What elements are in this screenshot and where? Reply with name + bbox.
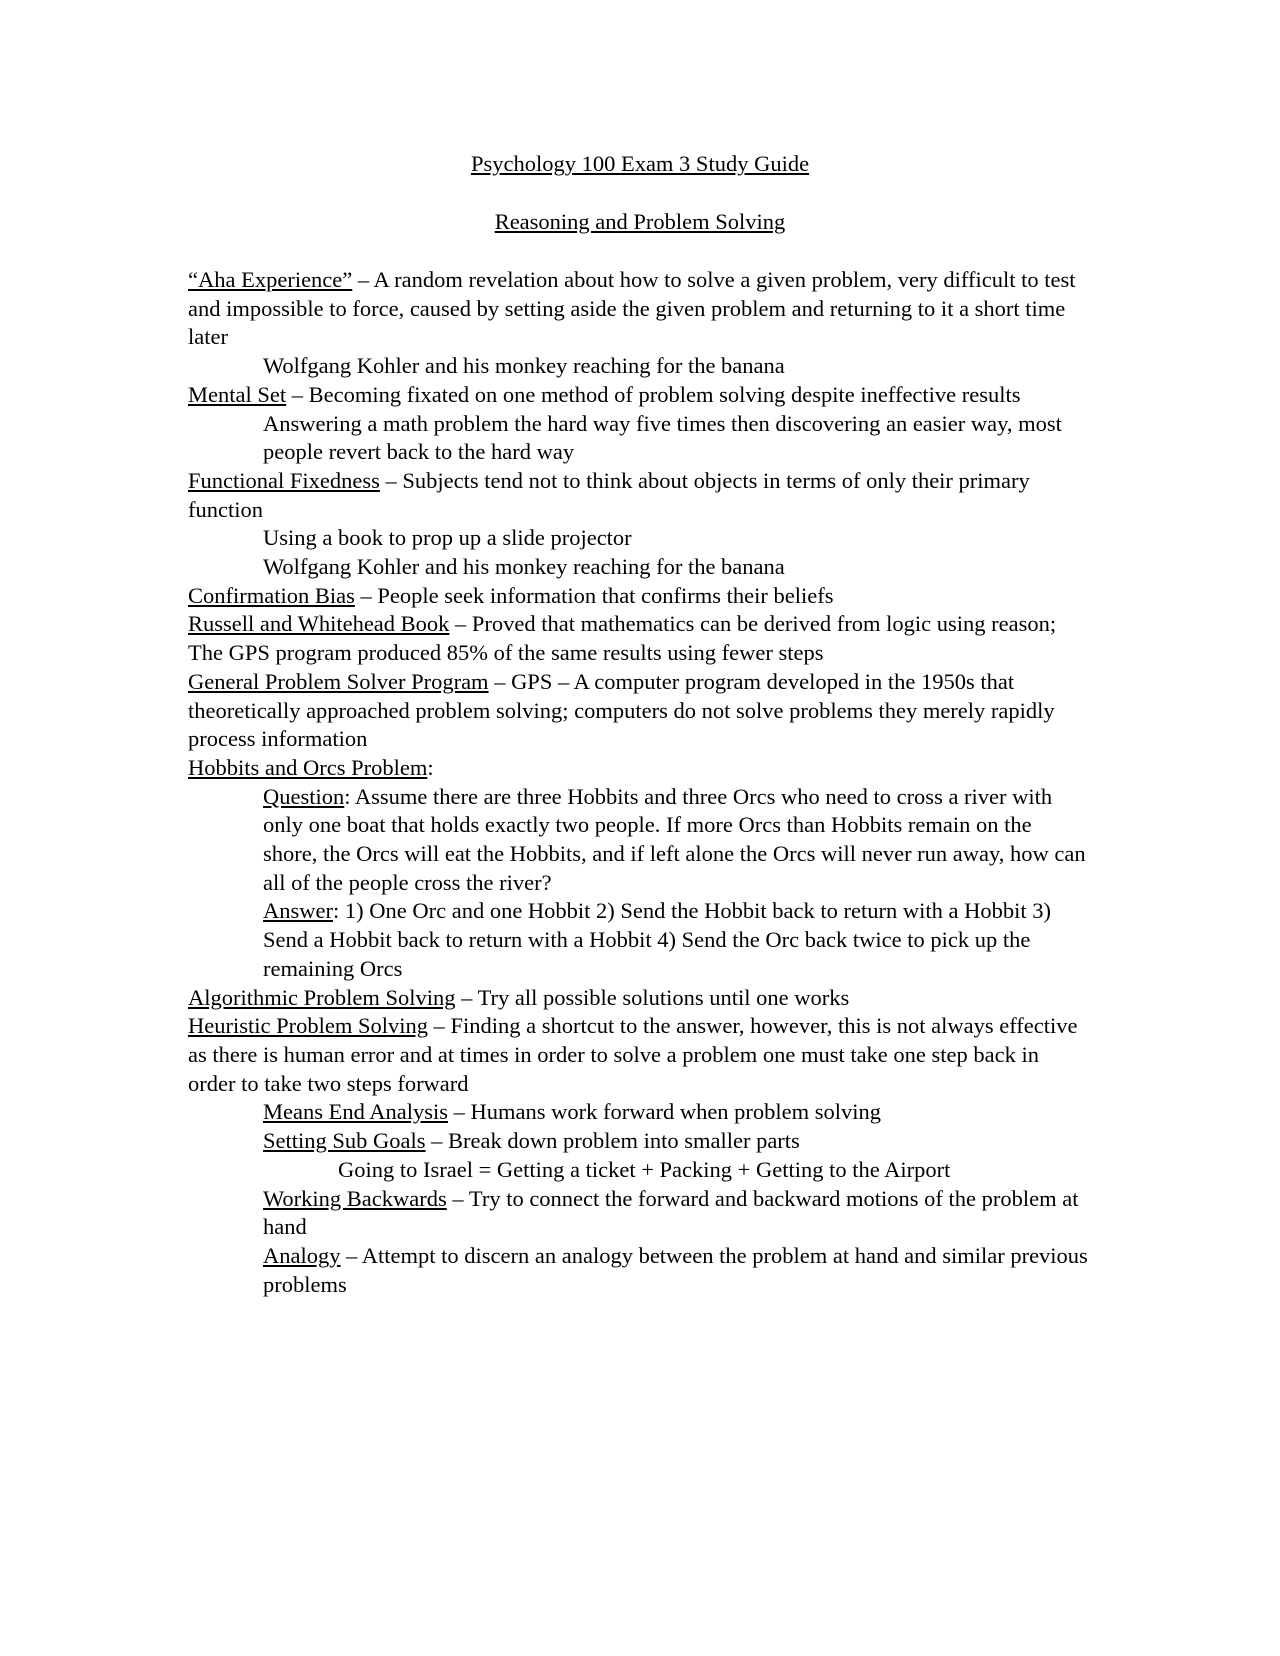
separator: – — [340, 1242, 362, 1268]
entry-analogy — [188, 1242, 1088, 1299]
separator: – — [354, 582, 378, 608]
definition: Becoming fixated on one method of problem solving despite ineffective results — [308, 381, 1021, 407]
definition: Subjects tend not to think about objects in terms of only their primary function — [188, 467, 1030, 522]
term: Russell and Whitehead Book — [188, 611, 450, 637]
entry-russell-whitehead — [188, 610, 1088, 667]
term: Working Backwards — [263, 1185, 447, 1211]
separator: – — [446, 1185, 469, 1211]
separator: – — [488, 668, 512, 694]
hobbits-question — [188, 783, 1088, 898]
separator: – — [352, 267, 374, 292]
term: Answer — [263, 898, 333, 924]
document-title — [0, 150, 1280, 179]
definition: Assume there are three Hobbits and three Orcs who need to cross a river with only one boat that holds exactly two people. If more Orcs than Hobbits remain on the shore, the Orcs will eat the Hobbits, and if left alone the Orcs will never run away, how can all of the people cross the river? — [263, 783, 1086, 895]
definition: Break down problem into smaller parts — [448, 1128, 800, 1154]
entry-heuristic — [188, 1012, 1088, 1098]
separator: – — [379, 467, 403, 493]
separator: : — [427, 754, 434, 780]
example-text: Going to Israel = Getting a ticket + Packing + Getting to the Airport — [338, 1156, 951, 1182]
section-heading-text: Reasoning and Problem Solving — [494, 209, 786, 234]
term: Setting Sub Goals — [263, 1128, 426, 1154]
study-guide-body — [188, 266, 1088, 1299]
term: General Problem Solver Program — [188, 668, 489, 694]
entry-confirmation-bias — [188, 582, 1088, 611]
term: Mental Set — [188, 381, 287, 407]
definition: Attempt to discern an analogy between the problem at hand and similar previous problems — [263, 1242, 1088, 1297]
definition: Humans work forward when problem solving — [470, 1099, 882, 1125]
term: Heuristic Problem Solving — [188, 1013, 428, 1039]
entry-algorithmic — [188, 984, 1088, 1013]
example-text: Answering a math problem the hard way five times then discovering an easier way, most people revert back to the hard way — [263, 410, 1062, 465]
example-text: Wolfgang Kohler and his monkey reaching for the banana — [263, 353, 785, 379]
separator: – — [428, 1013, 451, 1039]
example-kohler-monkey — [188, 352, 1088, 381]
entry-hobbits-orcs — [188, 754, 1088, 783]
example-israel — [188, 1156, 1088, 1185]
term: “Aha Experience” — [188, 267, 353, 292]
hobbits-answer — [188, 897, 1088, 983]
entry-functional-fixedness — [188, 467, 1088, 524]
term: Question — [263, 783, 345, 809]
entry-working-backwards — [188, 1185, 1088, 1242]
term: Functional Fixedness — [188, 467, 380, 493]
definition: GPS – A computer program developed in the 1950s that theoretically approached problem solving; computers do not solve problems they merely rapidly process information — [188, 668, 1055, 752]
section-heading — [0, 208, 1280, 237]
term: Analogy — [263, 1242, 341, 1268]
term: Confirmation Bias — [188, 582, 355, 608]
separator: – — [449, 611, 472, 637]
term: Algorithmic Problem Solving — [188, 984, 456, 1010]
separator: – — [455, 984, 478, 1010]
example-book-projector — [188, 524, 1088, 553]
definition: Proved that mathematics can be derived from logic using reason; The GPS program produced 85% of the same results using fewer steps — [188, 611, 1057, 666]
definition: Try all possible solutions until one works — [477, 984, 850, 1010]
definition: A random revelation about how to solve a given problem, very difficult to test and impossible to force, caused by setting aside the given problem and returning to it a short time later — [188, 267, 1076, 350]
entry-sub-goals — [188, 1127, 1088, 1156]
entry-means-end — [188, 1098, 1088, 1127]
separator: – — [286, 381, 309, 407]
separator: – — [425, 1128, 449, 1154]
document-title-text: Psychology 100 Exam 3 Study Guide — [470, 151, 810, 176]
example-text: Wolfgang Kohler and his monkey reaching for the banana — [263, 554, 785, 580]
definition: People seek information that confirms their beliefs — [377, 582, 834, 608]
term: Hobbits and Orcs Problem — [188, 754, 428, 780]
example-math-problem — [188, 410, 1088, 467]
separator: : — [344, 783, 355, 809]
example-text: Using a book to prop up a slide projector — [263, 525, 632, 551]
separator: : — [332, 898, 345, 924]
definition: Try to connect the forward and backward motions of the problem at hand — [263, 1185, 1079, 1240]
term: Means End Analysis — [263, 1099, 448, 1125]
entry-mental-set — [188, 381, 1088, 410]
definition: 1) One Orc and one Hobbit 2) Send the Hobbit back to return with a Hobbit 3) Send a Hobbit back to return with a Hobbit 4) Send the Orc back twice to pick up the remaining Orcs — [263, 898, 1051, 981]
example-kohler-monkey — [188, 553, 1088, 582]
entry-aha-experience — [188, 266, 1088, 352]
separator: – — [448, 1099, 471, 1125]
entry-general-problem-solver — [188, 668, 1088, 754]
definition: Finding a shortcut to the answer, however, this is not always effective as there is human error and at times in order to solve a problem one must take one step back in order to take two steps forward — [188, 1013, 1078, 1096]
